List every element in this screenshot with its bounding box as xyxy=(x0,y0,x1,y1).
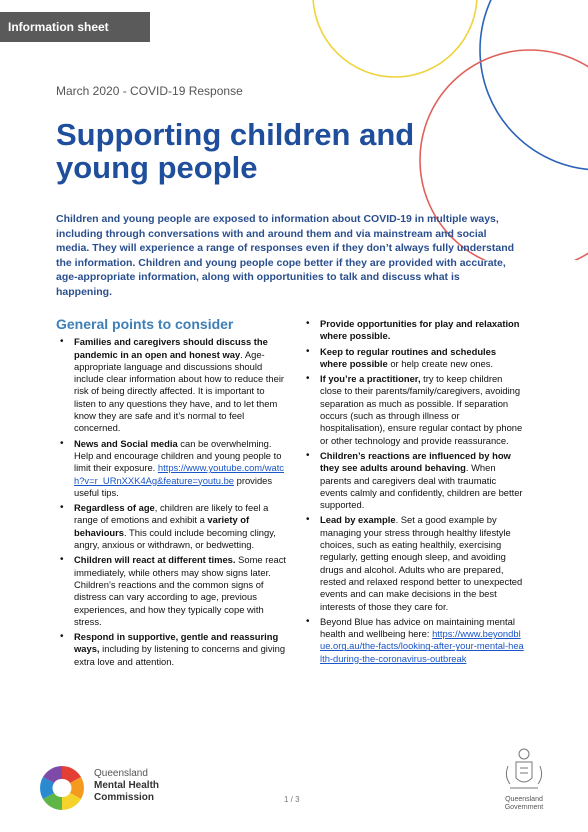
list-item xyxy=(56,631,288,668)
bullet-emphasis: Respond in supportive, gentle and reassuring ways, xyxy=(74,631,279,655)
bullet-emphasis: variety of behaviours xyxy=(74,514,250,538)
bullet-emphasis: Children will react at different times. xyxy=(74,554,236,566)
left-column xyxy=(56,318,288,671)
bullet-text: . When parents and caregivers deal with traumatic events calmly and confidently, children are better supported. xyxy=(320,462,523,511)
bullet-emphasis: Families and caregivers should discuss the pandemic in an open and honest way xyxy=(74,336,268,360)
intro-paragraph: Children and young people are exposed to information about COVID-19 in multiple ways, including through conversations with and around them and via mainstream and social media. They will experience a range of responses even if they don’t always fully understand the information. Children and young people cope better if they are provided with accurate, age-appropriate information, along with opportunities to talk and discuss what is happening. xyxy=(56,213,515,298)
list-item xyxy=(302,373,524,447)
page-title: Supporting children and young people xyxy=(56,117,415,185)
bullet-text: or help create new ones. xyxy=(387,357,494,369)
section-heading: General points to consider xyxy=(56,316,234,332)
list-item xyxy=(302,318,524,343)
document-date: March 2020 - COVID-19 Response xyxy=(56,84,243,98)
bullet-emphasis: Children’s reactions are influenced by how they see adults around behaving xyxy=(320,449,511,474)
page-number: 1 / 3 xyxy=(284,795,300,804)
right-bullet-list xyxy=(302,318,524,665)
bullet-emphasis: News and Social media xyxy=(74,437,178,449)
resource-link[interactable]: https://www.beyondblue.org.au/the-facts/looking-after-your-mental-health-during-the-coronavirus-outbreak xyxy=(320,628,524,664)
coat-of-arms-crest-icon xyxy=(494,744,554,804)
bullet-text: including by listening to concerns and giving extra love and attention. xyxy=(74,643,286,667)
list-item xyxy=(56,336,288,434)
list-item xyxy=(56,554,288,628)
list-item xyxy=(56,502,288,551)
right-column xyxy=(302,318,524,668)
bullet-emphasis: Provide opportunities for play and relaxation where possible. xyxy=(320,318,520,342)
bullet-emphasis: Lead by example xyxy=(320,514,396,526)
left-bullet-list xyxy=(56,336,288,668)
list-item xyxy=(302,450,524,511)
bullet-text: can be overwhelming. Help and encourage children and young people to limit their exposure. xyxy=(74,437,282,474)
list-item xyxy=(302,346,524,371)
bullet-text: Some react immediately, while others may show signs later. Children’s reactions and the common signs of distress can vary according to age, previous experiences, and how they typically cope with stress. xyxy=(74,554,287,627)
info-sheet-tag: Information sheet xyxy=(0,12,150,42)
bullet-text: Beyond Blue has advice on maintaining mental health and wellbeing here: xyxy=(320,615,515,640)
bullet-text: provides useful tips. xyxy=(74,474,273,498)
organisation-name: Queensland Mental Health Commission xyxy=(94,768,160,803)
government-label: Queensland Government xyxy=(504,796,544,811)
resource-link[interactable]: https://www.youtube.com/watch?v=r_URnXXK4Ag&feature=youtu.be xyxy=(74,462,284,486)
bullet-emphasis: If you’re a practitioner, xyxy=(320,373,421,385)
rainbow-ring-logo-icon xyxy=(38,764,86,812)
list-item xyxy=(302,616,524,665)
bullet-text: . This could include becoming clingy, angry, anxious or withdrawn, or bedwetting. xyxy=(74,526,276,551)
bullet-text: . Age-appropriate language and discussions should include clear information about how to reduce their risk of being directly affected. It is important to listen to any questions they have, and to let them know they are safe and it’s normal to feel concerned. xyxy=(74,348,285,434)
list-item xyxy=(56,438,288,499)
bullet-text: . Set a good example by managing your stress through healthy lifestyle choices, such as eating healthily, exercising regularly, getting enough sleep, and avoiding drugs and alcohol. Adults who are prepared, rested and relaxed respond better to unexpected events and can make decisions in the best interests of those they care for. xyxy=(320,514,523,612)
bullet-emphasis: Regardless of age xyxy=(74,502,155,514)
bullet-emphasis: Keep to regular routines and schedules where possible xyxy=(320,345,497,369)
list-item xyxy=(302,514,524,612)
bullet-text: try to keep children close to their parents/family/caregivers, avoiding separation as much as possible. If separation occurs (such as through illness or hospitalisation), ensure regular contact by phone or other technology and provide reassurance. xyxy=(320,373,523,446)
bullet-text: , children are likely to feel a range of emotions and exhibit a xyxy=(74,502,269,526)
